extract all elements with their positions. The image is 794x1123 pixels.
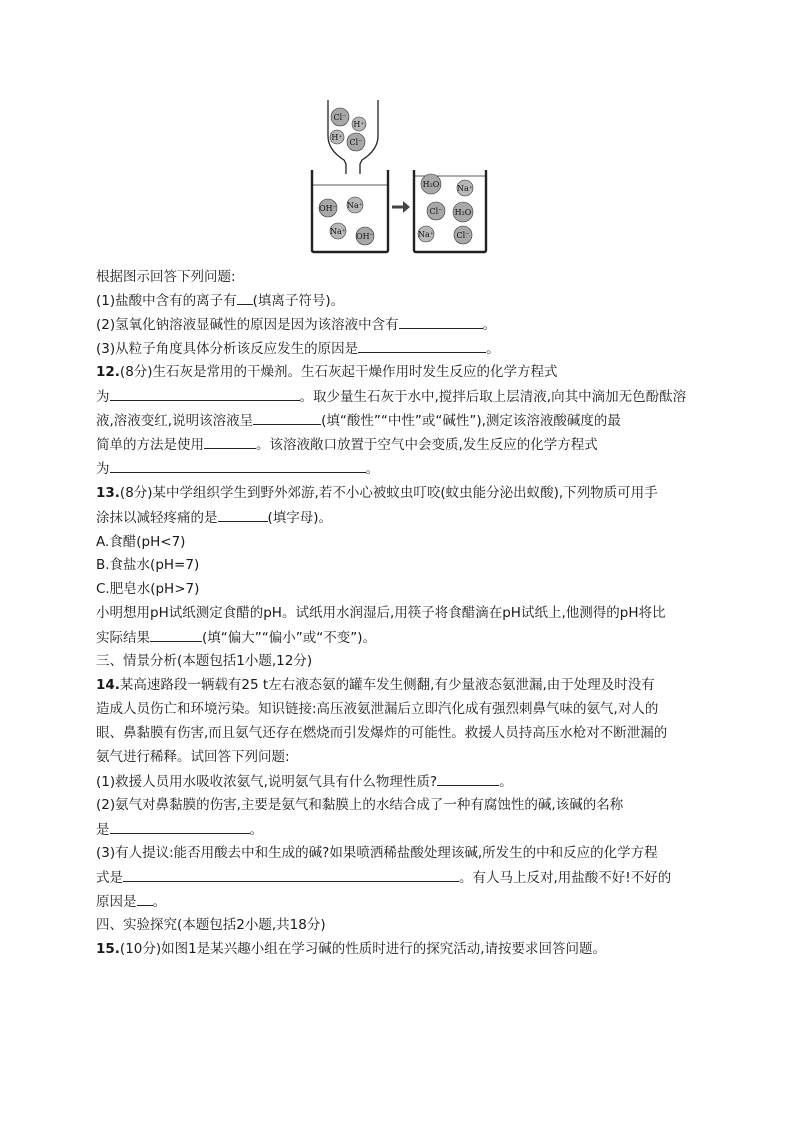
beaker-right-ion-na-2 (418, 226, 434, 242)
beaker-right-ion-cl-2 (454, 226, 472, 244)
question-14-part-1: (1)救援人员用水吸收浓氨气,说明氨气具有什么物理性质? 。 (96, 774, 513, 790)
reaction-diagram (300, 100, 500, 260)
ion-label: H⁺ (353, 120, 365, 129)
question-13-line-2: 涂抹以减轻疼痛的是 (填字母)。 (96, 510, 333, 526)
section-3-heading: 三、情景分析(本题包括1小题,12分) (96, 653, 313, 669)
answer-blank[interactable] (110, 459, 366, 473)
answer-blank[interactable] (123, 868, 459, 882)
question-14-part-3-reason: 原因是 。 (96, 894, 166, 910)
ion-label: Cl⁻ (349, 138, 363, 147)
beaker-right-ion-h2o-1 (421, 174, 441, 194)
question-15-line-1: 15.(10分)如图1是某兴趣小组在学习碱的性质时进行的探究活动,请按要求回答问题。 (96, 941, 607, 957)
reaction-arrow (392, 201, 410, 213)
beaker-right-ion-cl-1 (427, 202, 445, 220)
beaker-left-ion-na-1 (347, 197, 363, 213)
beaker-left-ion-oh-2 (356, 227, 374, 245)
answer-blank[interactable] (204, 435, 256, 449)
answer-blank[interactable] (218, 508, 268, 522)
question-11-part-2: (2)氢氧化钠溶液显碱性的原因是因为该溶液中含有 。 (96, 317, 497, 333)
ion-label: H₂O (422, 180, 440, 189)
ion-label: Na⁺ (330, 227, 346, 236)
answer-blank[interactable] (110, 387, 300, 401)
question-13-line-4: 实际结果 (填“偏大”“偏小”或“不变”)。 (96, 630, 376, 646)
answer-blank[interactable] (358, 339, 486, 353)
ion-label: Na⁺ (347, 201, 363, 210)
ion-label: H₂O (454, 208, 472, 217)
question-14-part-2: (2)氨气对鼻黏膜的伤害,主要是氨气和黏膜上的水结合成了一种有腐蚀性的碱,该碱的名称 (96, 797, 624, 813)
section-4-heading: 四、实验探究(本题包括2小题,共18分) (96, 917, 326, 933)
ion-label: Na⁺ (457, 184, 473, 193)
question-12-line-1: 12.(8分)生石灰是常用的干燥剂。生石灰起干燥作用时发生反应的化学方程式 (96, 364, 558, 380)
beaker-left-ion-na-2 (330, 223, 346, 239)
question-14-part-3-answer: 式是 。有人马上反对,用盐酸不好!不好的 (96, 870, 672, 886)
question-14-part-2-answer: 是 。 (96, 822, 263, 838)
beaker-left-ion-oh-1 (319, 199, 337, 217)
answer-blank[interactable] (399, 315, 483, 329)
ion-label: OH⁻ (319, 204, 337, 213)
question-14-line-3: 眼、鼻黏膜有伤害,而且氨气还存在燃烧而引发爆炸的可能性。救援人员持高压水枪对不断泄漏的 (96, 725, 668, 741)
ion-label: Cl⁻ (456, 231, 470, 240)
question-12-line-3: 液,溶液变红,说明该溶液呈 (填“酸性”“中性”或“碱性”),测定该溶液酸碱度的最 (96, 413, 621, 429)
question-12-line-2: 为 。取少量生石灰于水中,搅拌后取上层清液,向其中滴加无色酚酞溶 (96, 389, 687, 405)
option-b: B.食盐水(pH=7) (96, 557, 200, 573)
answer-blank[interactable] (253, 411, 321, 425)
answer-blank[interactable] (437, 772, 499, 786)
question-11-part-3: (3)从粒子角度具体分析该反应发生的原因是 。 (96, 341, 500, 357)
question-14-line-2: 造成人员伤亡和环境污染。知识链接:高压液氨泄漏后立即汽化成有强烈刺鼻气味的氨气,对人的 (96, 701, 659, 717)
beaker-right-ion-na-1 (457, 180, 473, 196)
ion-label: H⁺ (331, 133, 343, 142)
answer-blank[interactable] (237, 291, 253, 305)
option-a: A.食醋(pH<7) (96, 534, 186, 550)
question-14-part-3: (3)有人提议:能否用酸去中和生成的碱?如果喷洒稀盐酸处理该碱,所发生的中和反应的化学方程 (96, 845, 658, 861)
question-12-line-5: 为 。 (96, 461, 379, 477)
ion-label: OH⁻ (356, 232, 374, 241)
funnel-ion-cl-1 (331, 108, 349, 126)
ion-label: Cl⁻ (429, 207, 443, 216)
funnel-ion-h-1 (352, 117, 366, 131)
question-12-line-4: 简单的方法是使用 。该溶液敞口放置于空气中会变质,发生反应的化学方程式 (96, 437, 598, 453)
ion-label: Cl⁻ (333, 113, 347, 122)
answer-blank[interactable] (150, 628, 202, 642)
question-14-line-4: 氨气进行稀释。试回答下列问题: (96, 749, 290, 765)
question-11-part-1: (1)盐酸中含有的离子有 (填离子符号)。 (96, 293, 345, 309)
answer-blank[interactable] (110, 820, 250, 834)
ion-label: Na⁺ (418, 230, 434, 239)
question-13-line-1: 13.(8分)某中学组织学生到野外郊游,若不小心被蚊虫叮咬(蚊虫能分泌出蚁酸),下列物质可用手 (96, 485, 658, 501)
funnel-ion-cl-2 (347, 133, 365, 151)
question-13-line-3: 小明想用pH试纸测定食醋的pH。试纸用水润湿后,用筷子将食醋滴在pH试纸上,他测得的pH将比 (96, 605, 666, 621)
question-11-intro: 根据图示回答下列问题: (96, 269, 236, 285)
beaker-right-ion-h2o-2 (453, 202, 473, 222)
answer-blank[interactable] (137, 892, 153, 906)
option-c: C.肥皂水(pH>7) (96, 581, 200, 597)
funnel-ion-h-2 (330, 130, 344, 144)
question-14-line-1: 14.某高速路段一辆载有25 t左右液态氨的罐车发生侧翻,有少量液态氨泄漏,由于处理及时没有 (96, 677, 655, 693)
